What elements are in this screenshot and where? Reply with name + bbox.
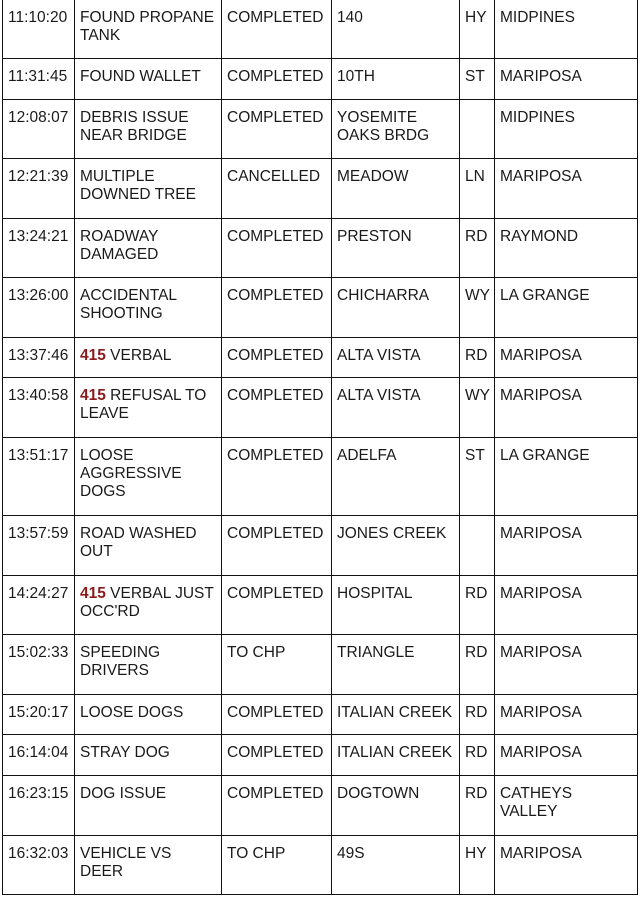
cell-status: CANCELLED [222,159,332,219]
table-row [3,776,638,836]
cell-time: 15:20:17 [3,695,75,735]
cell-street: JONES CREEK [332,516,460,576]
cell-street-suffix: RD [460,695,495,735]
cell-status: COMPLETED [222,100,332,159]
cell-city: MIDPINES [495,100,638,159]
table-row [3,338,638,378]
cell-street: ITALIAN CREEK [332,735,460,776]
table-row [3,100,638,159]
cell-time: 11:31:45 [3,59,75,100]
cell-street-suffix: RD [460,635,495,695]
table-row [3,378,638,438]
cell-street: YOSEMITE OAKS BRDG [332,100,460,159]
table-row [3,576,638,635]
cell-street-suffix: ST [460,59,495,100]
cell-city: MARIPOSA [495,635,638,695]
cell-street-suffix [460,100,495,159]
cell-city: CATHEYS VALLEY [495,776,638,836]
cell-description: DOG ISSUE [75,776,222,836]
description-text: REFUSAL TO LEAVE [80,387,207,422]
cell-time: 16:14:04 [3,735,75,776]
cell-status: COMPLETED [222,338,332,378]
table-row [3,59,638,100]
incident-code: 415 [80,387,106,404]
cell-street-suffix: HY [460,836,495,895]
cell-street: 49S [332,836,460,895]
description-text: VERBAL JUST OCC'RD [80,585,214,620]
cell-city: MARIPOSA [495,576,638,635]
cell-time: 12:08:07 [3,100,75,159]
cell-street: HOSPITAL [332,576,460,635]
cell-city: MARIPOSA [495,59,638,100]
table-row [3,635,638,695]
cell-status: COMPLETED [222,219,332,278]
cell-street: ALTA VISTA [332,338,460,378]
cell-time: 13:57:59 [3,516,75,576]
cell-time: 13:24:21 [3,219,75,278]
cell-description: STRAY DOG [75,735,222,776]
cell-street: TRIANGLE [332,635,460,695]
cell-street-suffix: RD [460,219,495,278]
cell-street: ITALIAN CREEK [332,695,460,735]
table-row [3,438,638,516]
cell-time: 15:02:33 [3,635,75,695]
cell-status: COMPLETED [222,735,332,776]
cell-status: COMPLETED [222,576,332,635]
table-row [3,836,638,895]
cell-status: COMPLETED [222,59,332,100]
cell-street-suffix: RD [460,735,495,776]
cell-street: ADELFA [332,438,460,516]
cell-description: FOUND WALLET [75,59,222,100]
cell-description: MULTIPLE DOWNED TREE [75,159,222,219]
cell-street: 10TH [332,59,460,100]
cell-city: MIDPINES [495,0,638,59]
cell-city: MARIPOSA [495,159,638,219]
table-row [3,159,638,219]
table-row [3,278,638,338]
call-log-table [2,0,638,895]
cell-description: LOOSE DOGS [75,695,222,735]
cell-time: 14:24:27 [3,576,75,635]
table-row [3,219,638,278]
cell-description [75,576,222,635]
cell-time: 11:10:20 [3,0,75,59]
cell-description [75,338,222,378]
cell-time: 13:26:00 [3,278,75,338]
cell-street-suffix [460,516,495,576]
cell-street-suffix: LN [460,159,495,219]
cell-status: COMPLETED [222,278,332,338]
cell-street-suffix: WY [460,378,495,438]
cell-status: COMPLETED [222,438,332,516]
cell-street: CHICHARRA [332,278,460,338]
cell-city: MARIPOSA [495,836,638,895]
incident-code: 415 [80,585,106,602]
table-row [3,0,638,59]
cell-street: ALTA VISTA [332,378,460,438]
cell-description: VEHICLE VS DEER [75,836,222,895]
cell-city: MARIPOSA [495,516,638,576]
cell-time: 13:51:17 [3,438,75,516]
cell-city: LA GRANGE [495,438,638,516]
cell-city: RAYMOND [495,219,638,278]
cell-street: MEADOW [332,159,460,219]
call-log-body [3,0,638,895]
cell-description: FOUND PROPANE TANK [75,0,222,59]
cell-status: TO CHP [222,635,332,695]
cell-city: MARIPOSA [495,695,638,735]
cell-city: MARIPOSA [495,338,638,378]
cell-status: COMPLETED [222,776,332,836]
cell-status: COMPLETED [222,695,332,735]
table-row [3,516,638,576]
cell-status: COMPLETED [222,516,332,576]
table-row [3,735,638,776]
cell-time: 16:23:15 [3,776,75,836]
cell-time: 13:40:58 [3,378,75,438]
cell-street-suffix: ST [460,438,495,516]
cell-city: MARIPOSA [495,378,638,438]
table-row [3,695,638,735]
cell-street-suffix: HY [460,0,495,59]
cell-time: 13:37:46 [3,338,75,378]
cell-description [75,378,222,438]
cell-description: DEBRIS ISSUE NEAR BRIDGE [75,100,222,159]
cell-time: 12:21:39 [3,159,75,219]
cell-street: PRESTON [332,219,460,278]
cell-time: 16:32:03 [3,836,75,895]
cell-description: LOOSE AGGRESSIVE DOGS [75,438,222,516]
cell-description: ROAD WASHED OUT [75,516,222,576]
description-text: VERBAL [105,347,172,364]
cell-street-suffix: WY [460,278,495,338]
incident-code: 415 [80,347,106,364]
cell-street-suffix: RD [460,338,495,378]
cell-description: ROADWAY DAMAGED [75,219,222,278]
cell-city: MARIPOSA [495,735,638,776]
cell-street-suffix: RD [460,576,495,635]
cell-street-suffix: RD [460,776,495,836]
cell-street: 140 [332,0,460,59]
cell-description: ACCIDENTAL SHOOTING [75,278,222,338]
cell-status: TO CHP [222,836,332,895]
cell-description: SPEEDING DRIVERS [75,635,222,695]
cell-city: LA GRANGE [495,278,638,338]
cell-status: COMPLETED [222,378,332,438]
cell-status: COMPLETED [222,0,332,59]
cell-street: DOGTOWN [332,776,460,836]
